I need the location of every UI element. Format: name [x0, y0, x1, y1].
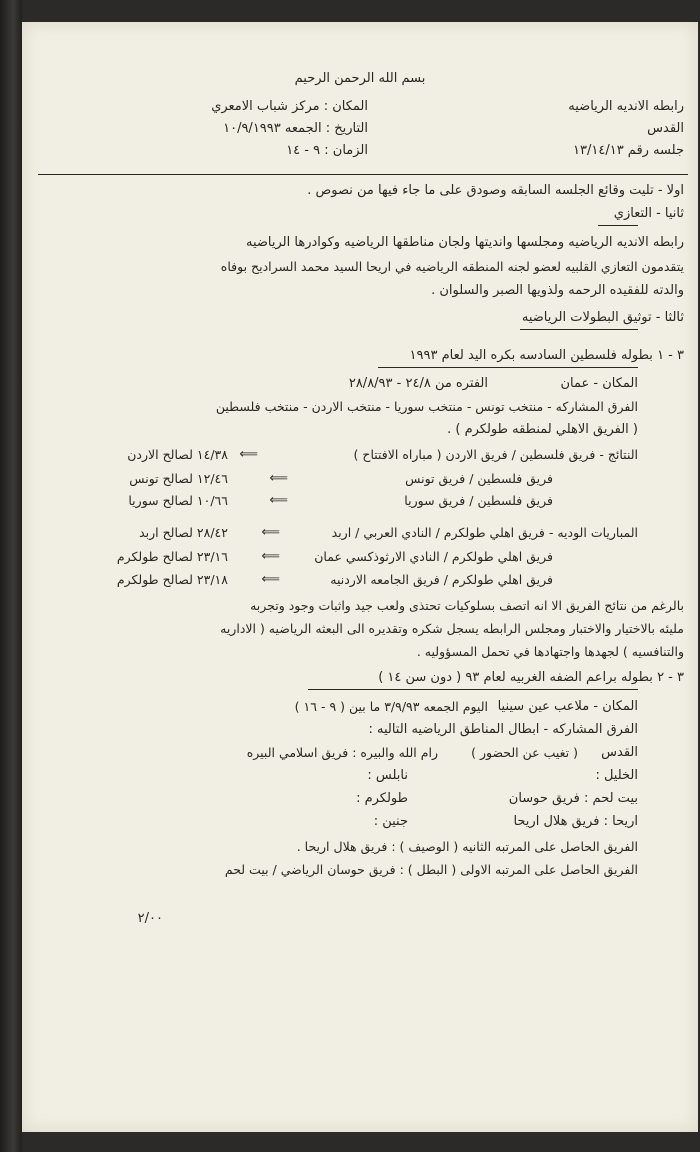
tournament1-period: الفتره من ٢٤/٨ - ٢٨/٨/٩٣	[348, 376, 488, 391]
region-bethlehem: بيت لحم : فريق حوسان	[508, 791, 638, 806]
tournament2-place: المكان - ملاعب عين سينيا	[497, 699, 638, 714]
basmala: بسم الله الرحمن الرحيم	[294, 71, 426, 86]
region-quds-note: ( تغيب عن الحضور )	[471, 745, 578, 760]
tournament1-title: ٣ - ١ بطوله فلسطين السادسه بكره اليد لعام ١٩٩٣	[409, 348, 684, 363]
tournament1-note-1: بالرغم من نتائج الفريق الا انه اتصف بسلوكيات تحتذى ولعب جيد واثبات وجود وتجربه	[250, 598, 684, 613]
result-2-match: فريق فلسطين / فريق تونس	[405, 471, 553, 486]
tournament2-title: ٣ - ٢ بطوله براعم الضفه الغربيه لعام ٩٣ ( دون سن ١٤ )	[378, 670, 684, 685]
friendly-2-match: فريق اهلي طولكرم / النادي الارثوذكسي عمان	[314, 549, 553, 564]
region-nablus: نابلس :	[367, 768, 408, 783]
second-place: الفريق الحاصل على المرتبه الثانيه ( الوصيف ) : فريق هلال اريحا .	[296, 839, 638, 854]
tournament1-place: المكان - عمان	[560, 376, 638, 391]
result-2-arrow: ⟸	[269, 471, 288, 486]
result-3-match: فريق فلسطين / فريق سوريا	[404, 493, 553, 508]
meeting-time: الزمان : ٩ - ١٤	[286, 143, 368, 158]
tournament1-teams-2: ( الفريق الاهلي لمنطقه طولكرم ) .	[447, 422, 638, 437]
item-third-heading: ثالثا - توثيق البطولات الرياضيه	[521, 310, 684, 325]
friendly-1-arrow: ⟸	[261, 525, 280, 540]
book-binding	[0, 0, 22, 1152]
friendly-3-arrow: ⟸	[261, 572, 280, 587]
result-2-score: ١٢/٤٦ لصالح تونس	[129, 471, 228, 486]
first-place: الفريق الحاصل على المرتبه الاولى ( البطل ) : فريق حوسان الرياضي / بيت لحم	[224, 862, 638, 877]
document-page	[22, 22, 698, 1132]
tournament1-underline	[378, 367, 638, 368]
friendly-1-score: ٢٨/٤٢ لصالح اربد	[139, 525, 228, 540]
result-1-score: ١٤/٣٨ لصالح الاردن	[127, 447, 228, 462]
result-1-arrow: ⟸	[239, 447, 258, 462]
meeting-place: المكان : مركز شباب الامعري	[211, 99, 368, 114]
friendly-3-match: فريق اهلي طولكرم / فريق الجامعه الاردنيه	[330, 572, 553, 587]
region-ramallah: رام الله والبيره : فريق اسلامي البيره	[246, 745, 438, 760]
region-jericho: اريحا : فريق هلال اريحا	[513, 814, 638, 829]
friendly-2-arrow: ⟸	[261, 549, 280, 564]
meeting-date: التاريخ : الجمعه ١٠/٩/١٩٩٣	[223, 121, 368, 136]
item-second-heading: ثانيا - التعازي	[613, 206, 684, 221]
region-jenin: جنين :	[373, 814, 408, 829]
tournament2-teams: الفرق المشاركه - ابطال المناطق الرياضيه التاليه :	[368, 722, 638, 737]
tournament2-day: اليوم الجمعه ٣/٩/٩٣ ما بين ( ٩ - ١٦ )	[294, 699, 488, 714]
tournament1-note-2: مليئه بالاختيار والاختبار ومجلس الرابطه يسجل شكره وتقديره الى البعثه الرياضيه ( الاداريه	[220, 621, 684, 636]
third-heading-underline	[520, 329, 638, 330]
region-quds: القدس	[601, 745, 638, 760]
friendly-1-match: المباريات الوديه - فريق اهلي طولكرم / النادي العربي / اربد	[331, 525, 638, 540]
header-rule	[38, 174, 688, 175]
item-first: اولا - تليت وقائع الجلسه السابقه وصودق على ما جاء فيها من نصوص .	[307, 183, 684, 198]
friendly-3-score: ٢٣/١٨ لصالح طولكرم	[116, 572, 228, 587]
tournament2-underline	[308, 689, 638, 690]
org-name: رابطه الانديه الرياضيه	[568, 99, 684, 114]
friendly-2-score: ٢٣/١٦ لصالح طولكرم	[116, 549, 228, 564]
city: القدس	[647, 121, 684, 136]
tournament1-teams: الفرق المشاركه - منتخب تونس - منتخب سوريا - منتخب الاردن - منتخب فلسطين	[215, 399, 638, 414]
condolence-line-3: والدته للفقيده الرحمه ولذويها الصبر والسلوان .	[431, 283, 684, 298]
result-3-score: ١٠/٦٦ لصالح سوريا	[128, 493, 228, 508]
tournament1-note-3: والتنافسيه ) لجهدها واجتهادها في تحمل المسؤوليه .	[416, 644, 684, 659]
session-number: جلسه رقم ١٣/١٤/١٣	[573, 143, 684, 158]
condolence-line-2: يتقدمون التعازي القلبيه لعضو لجنه المنطقه الرياضيه في اريحا السيد محمد السراديح بوفاه	[220, 259, 684, 274]
region-khalil: الخليل :	[595, 768, 638, 783]
page-number: ٢/٠٠	[137, 911, 163, 926]
second-heading-underline	[598, 225, 638, 226]
result-3-arrow: ⟸	[269, 493, 288, 508]
result-1-match: النتائج - فريق فلسطين / فريق الاردن ( مباراه الافتتاح )	[353, 447, 638, 462]
region-tulkarm: طولكرم :	[356, 791, 408, 806]
condolence-line-1: رابطه الانديه الرياضيه ومجلسها وانديتها ولجان مناطقها الرياضيه وكوادرها الرياضيه	[245, 235, 684, 250]
